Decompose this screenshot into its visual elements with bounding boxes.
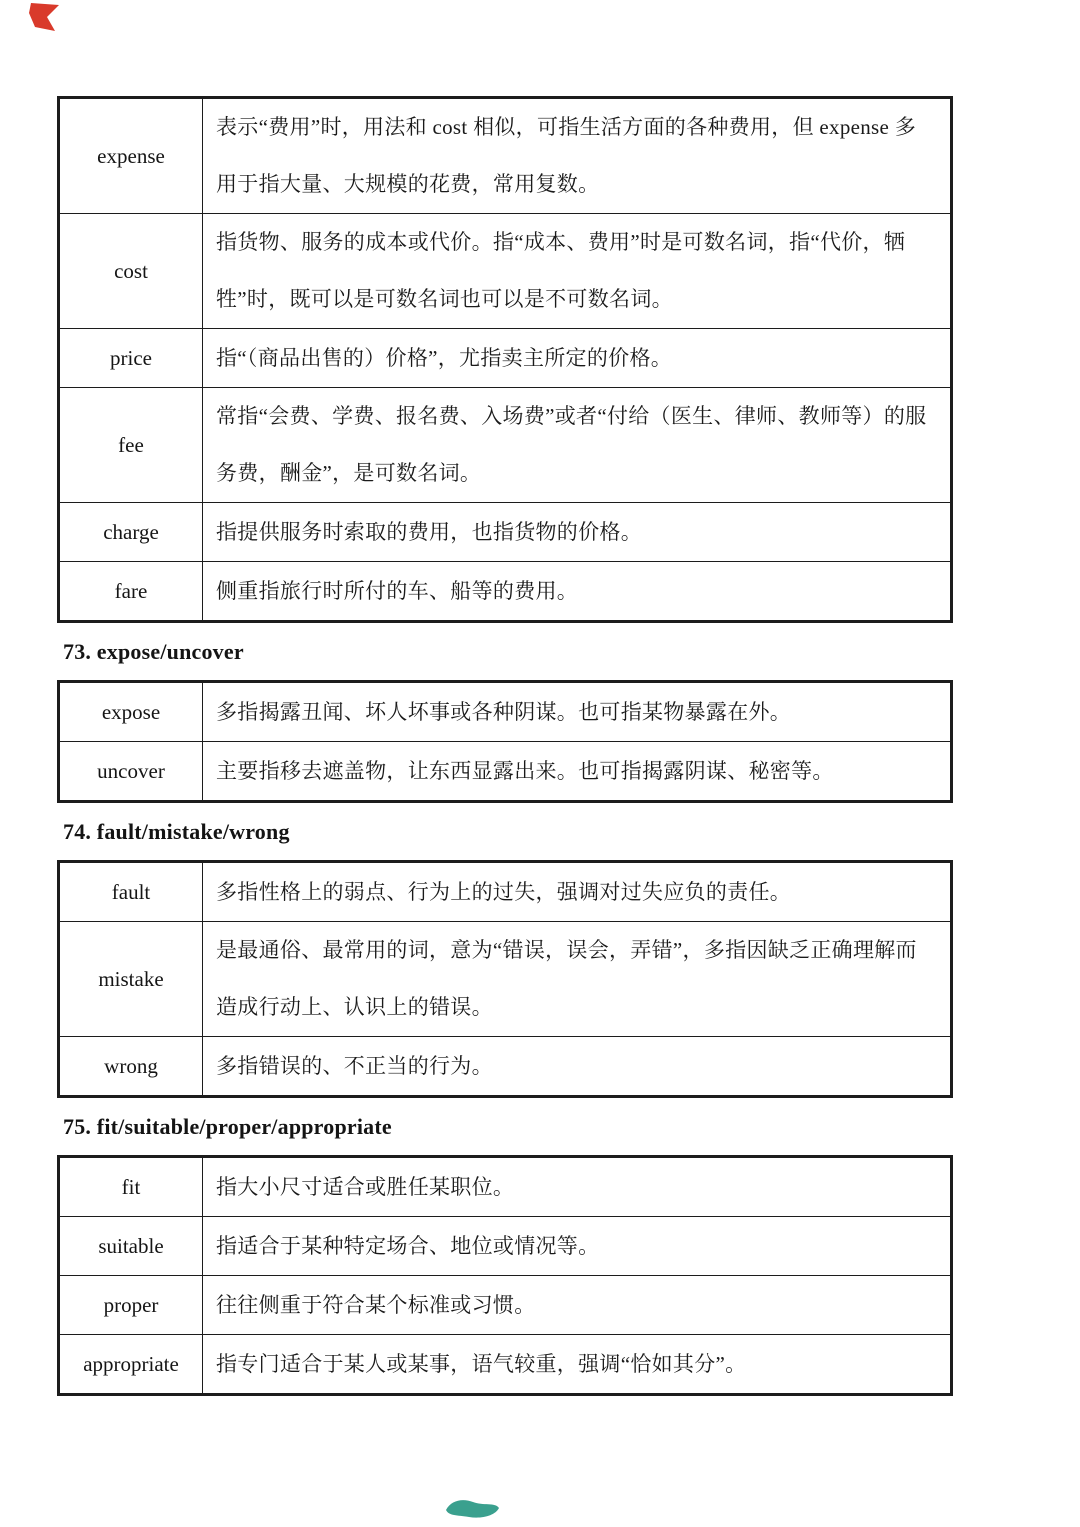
table-row — [59, 742, 952, 802]
description-cell: 指专门适合于某人或某事，语气较重，强调“恰如其分”。 — [203, 1335, 952, 1395]
description-cell: 多指性格上的弱点、行为上的过失，强调对过失应负的责任。 — [203, 862, 952, 922]
red-corner-mark — [29, 3, 59, 31]
comparison-table — [57, 1155, 953, 1396]
description-cell: 多指错误的、不正当的行为。 — [203, 1037, 952, 1097]
word-cell: fit — [59, 1157, 203, 1217]
description-cell: 指“（商品出售的）价格”，尤指卖主所定的价格。 — [203, 329, 952, 388]
word-cell: proper — [59, 1276, 203, 1335]
table-row — [59, 214, 952, 329]
description-cell: 指提供服务时索取的费用，也指货物的价格。 — [203, 503, 952, 562]
word-cell: appropriate — [59, 1335, 203, 1395]
description-cell: 表示“费用”时，用法和 cost 相似，可指生活方面的各种费用，但 expense 多用于指大量、大规模的花费，常用复数。 — [203, 98, 952, 214]
section-heading: 74. fault/mistake/wrong — [63, 819, 290, 844]
table-row — [59, 562, 952, 622]
comparison-table — [57, 96, 953, 623]
table-row — [59, 922, 952, 1037]
table-row — [59, 98, 952, 214]
description-cell: 指大小尺寸适合或胜任某职位。 — [203, 1157, 952, 1217]
table-row — [59, 1037, 952, 1097]
word-comparison-section — [57, 639, 953, 803]
comparison-table-body — [59, 1157, 952, 1395]
word-cell: expose — [59, 682, 203, 742]
comparison-table-body — [59, 98, 952, 622]
teal-bottom-mark — [443, 1496, 501, 1520]
table-row — [59, 503, 952, 562]
table-row — [59, 862, 952, 922]
word-comparison-section — [57, 819, 953, 1098]
table-row — [59, 1217, 952, 1276]
section-heading: 75. fit/suitable/proper/appropriate — [63, 1114, 392, 1139]
word-comparison-section — [57, 1114, 953, 1396]
comparison-table-body — [59, 682, 952, 802]
description-cell: 主要指移去遮盖物，让东西显露出来。也可指揭露阴谋、秘密等。 — [203, 742, 952, 802]
table-row — [59, 329, 952, 388]
description-cell: 指货物、服务的成本或代价。指“成本、费用”时是可数名词，指“代价，牺牲”时，既可以是可数名词也可以是不可数名词。 — [203, 214, 952, 329]
word-cell: fee — [59, 388, 203, 503]
word-cell: mistake — [59, 922, 203, 1037]
description-cell: 常指“会费、学费、报名费、入场费”或者“付给（医生、律师、教师等）的服务费，酬金”，是可数名词。 — [203, 388, 952, 503]
table-row — [59, 1276, 952, 1335]
word-cell: wrong — [59, 1037, 203, 1097]
comparison-table — [57, 860, 953, 1098]
description-cell: 多指揭露丑闻、坏人坏事或各种阴谋。也可指某物暴露在外。 — [203, 682, 952, 742]
description-cell: 往往侧重于符合某个标准或习惯。 — [203, 1276, 952, 1335]
description-cell: 是最通俗、最常用的词，意为“错误，误会，弄错”，多指因缺乏正确理解而造成行动上、认识上的错误。 — [203, 922, 952, 1037]
word-cell: fault — [59, 862, 203, 922]
section-heading: 73. expose/uncover — [63, 639, 244, 664]
description-cell: 侧重指旅行时所付的车、船等的费用。 — [203, 562, 952, 622]
table-row — [59, 1157, 952, 1217]
table-row — [59, 388, 952, 503]
comparison-table-body — [59, 862, 952, 1097]
table-row — [59, 1335, 952, 1395]
comparison-table — [57, 680, 953, 803]
description-cell: 指适合于某种特定场合、地位或情况等。 — [203, 1217, 952, 1276]
table-row — [59, 682, 952, 742]
word-cell: cost — [59, 214, 203, 329]
document-content — [57, 96, 953, 1400]
word-cell: suitable — [59, 1217, 203, 1276]
word-cell: price — [59, 329, 203, 388]
word-cell: uncover — [59, 742, 203, 802]
word-cell: expense — [59, 98, 203, 214]
word-cell: fare — [59, 562, 203, 622]
word-comparison-section — [57, 96, 953, 623]
word-cell: charge — [59, 503, 203, 562]
